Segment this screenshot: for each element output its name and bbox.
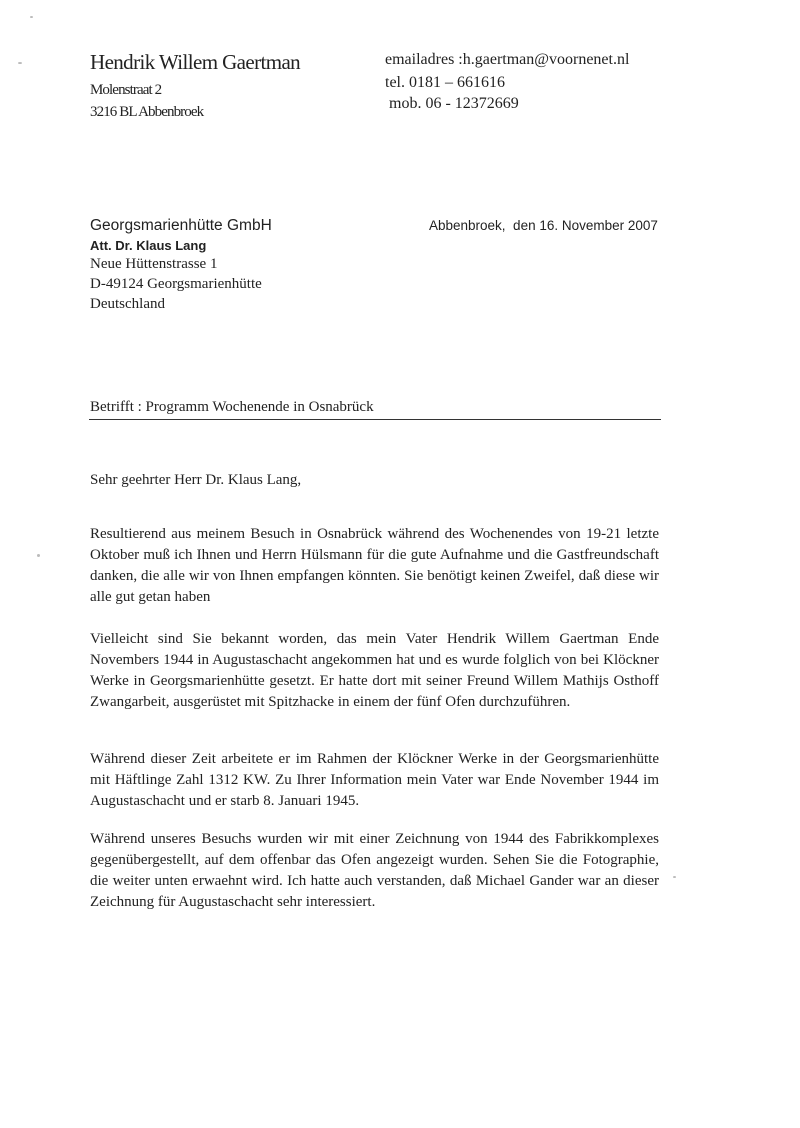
subject-divider — [89, 419, 661, 420]
sender-mobile: mob. 06 - 12372669 — [385, 95, 519, 112]
scan-speck — [18, 62, 22, 64]
recipient-company: Georgsmarienhütte GmbH — [90, 217, 272, 234]
salutation: Sehr geehrter Herr Dr. Klaus Lang, — [90, 472, 302, 488]
body-paragraph-4: Während unseres Besuchs wurden wir mit einer Zeichnung von 1944 des Fabrikkomplexes gegenübergestellt, auf dem offenbar das Ofen angezeigt wurden. Sehen Sie die Fotographie, die weiter unten erwaehnt wird. Ich hatte auch verstanden, daß Michael Gander war an dieser Zeichnung für Augustaschacht sehr interessiert. — [90, 831, 659, 910]
sender-email: emailadres :h.gaertman@voornenet.nl — [385, 51, 630, 68]
recipient-city: D-49124 Georgsmarienhütte — [90, 276, 262, 292]
date-line: Abbenbroek, den 16. November 2007 — [429, 218, 658, 233]
subject-line: Betrifft : Programm Wochenende in Osnabrück — [90, 399, 374, 415]
scan-speck — [37, 554, 40, 557]
recipient-country: Deutschland — [90, 296, 165, 312]
body-paragraph-3: Während dieser Zeit arbeitete er im Rahmen der Klöckner Werke in der Georgsmarienhütte mit Häftlinge Zahl 1312 KW. Zu Ihrer Information mein Vater war Ende November 1944 im Augustaschacht und er starb 8. Januari 1945. — [90, 751, 659, 809]
sender-street: Molenstraat 2 — [90, 82, 162, 98]
recipient-street: Neue Hüttenstrasse 1 — [90, 256, 218, 272]
sender-phone: tel. 0181 – 661616 — [385, 74, 505, 91]
scan-speck — [30, 16, 33, 18]
body-paragraph-2: Vielleicht sind Sie bekannt worden, das mein Vater Hendrik Willem Gaertman Ende Novembers 1944 in Augustaschacht angekommen hat und es wurde folglich von bei Klöckner Werke in Georgsmarienhütte gesetzt. Er hatte dort mit seiner Freund Willem Mathijs Osthoff Zwangarbeit, ausgerüstet mit Spitzhacke in einem der fünf Ofen durchzuführen. — [90, 631, 659, 710]
recipient-attention: Att. Dr. Klaus Lang — [90, 238, 207, 253]
sender-city: 3216 BL Abbenbroek — [90, 104, 204, 120]
sender-name: Hendrik Willem Gaertman — [90, 50, 301, 74]
scan-speck — [673, 876, 676, 878]
body-paragraph-1: Resultierend aus meinem Besuch in Osnabrück während des Wochenendes von 19-21 letzte Oktober muß ich Ihnen und Herrn Hülsmann für die gute Aufnahme und die Gastfreundschaft danken, die alle wir von Ihnen empfangen könnten. Sie benötigt keinen Zweifel, daß diese wir alle gut getan haben — [90, 526, 659, 605]
